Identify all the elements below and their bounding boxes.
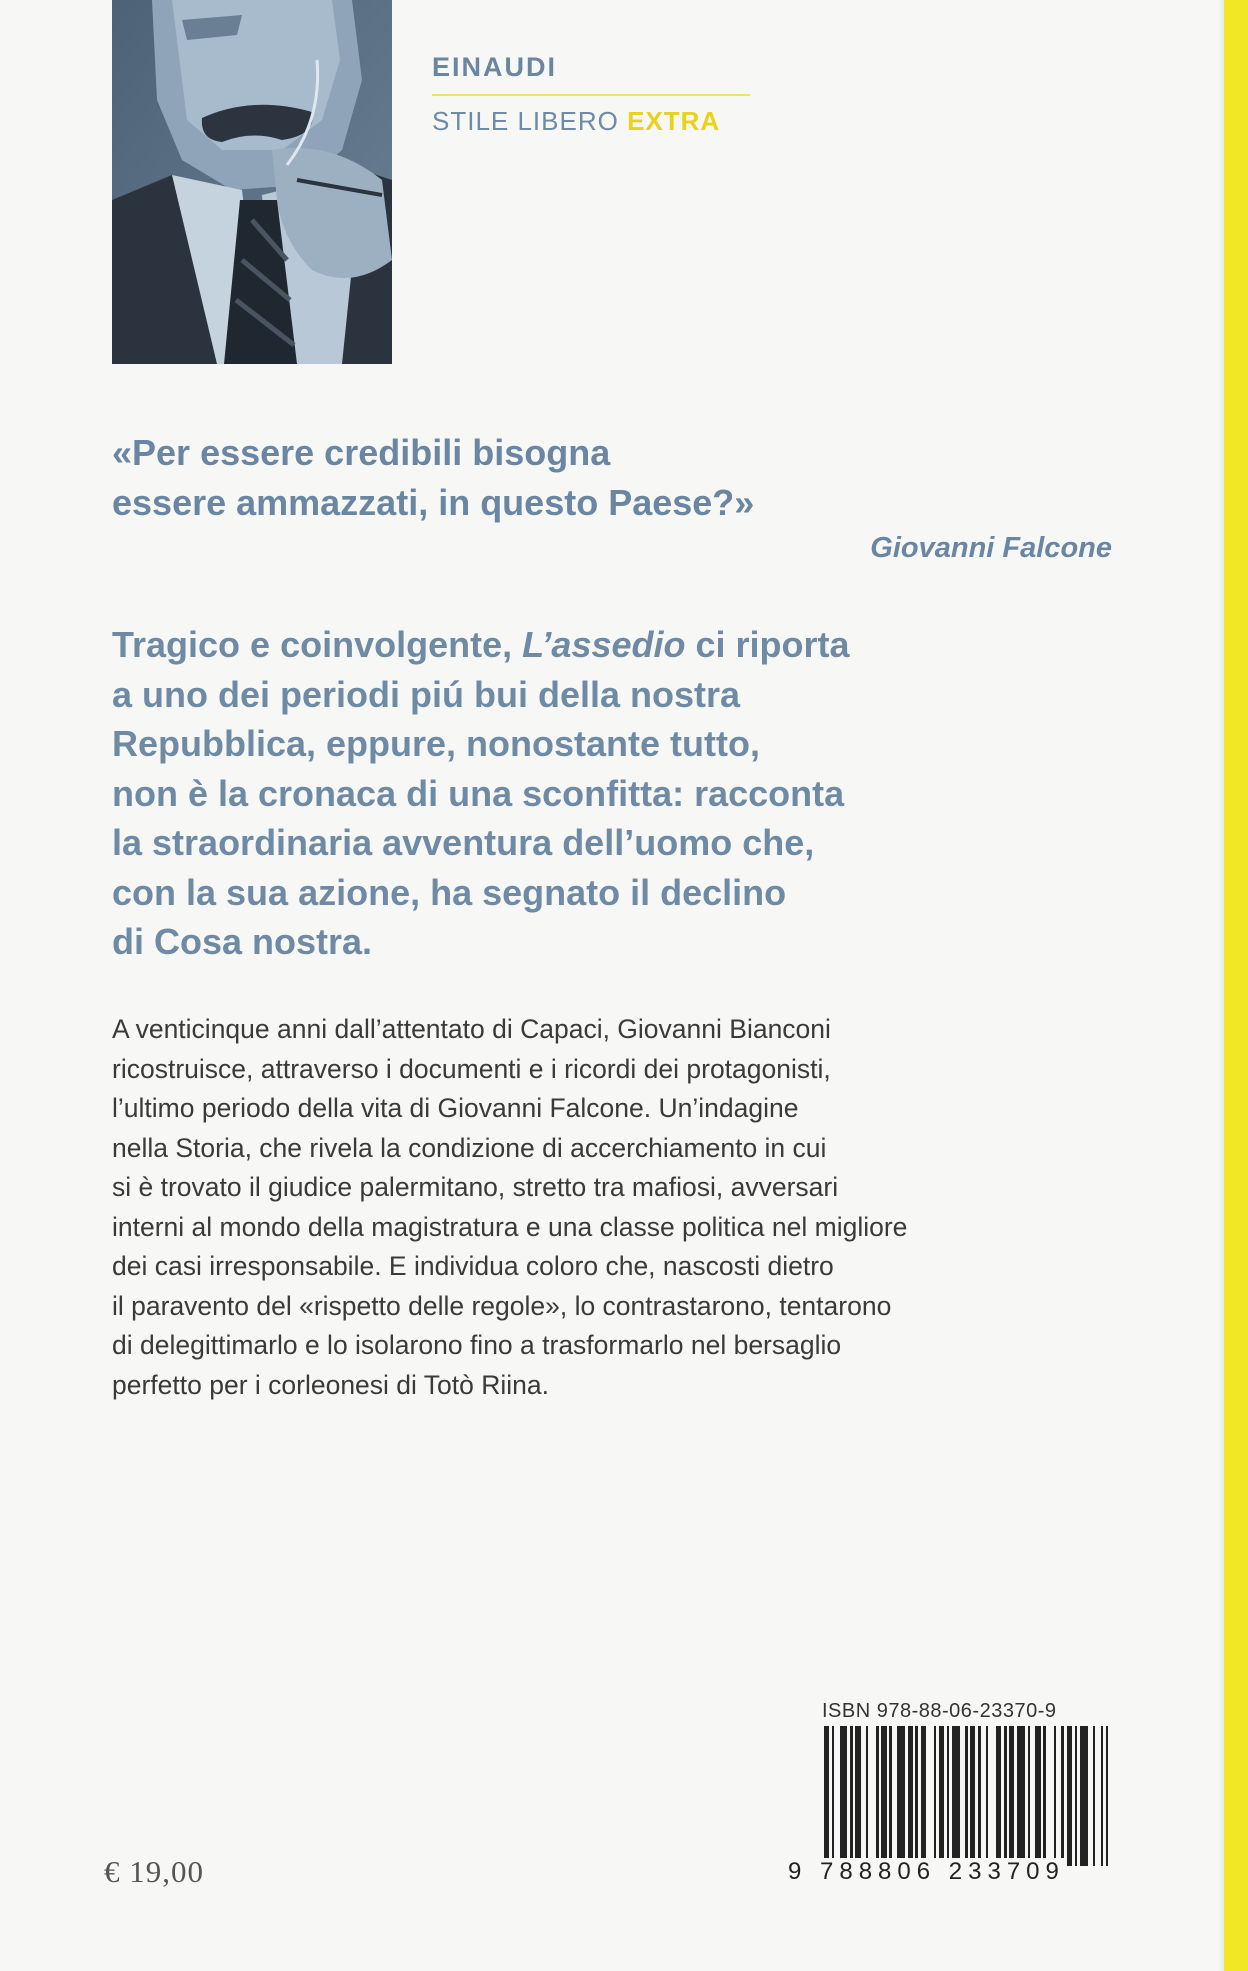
synopsis-line: si è trovato il giudice palermitano, stretto tra mafiosi, avversari [112,1172,839,1202]
portrait-image [112,0,392,364]
barcode-bar [897,1726,905,1866]
barcode-bar [1080,1726,1088,1866]
blurb-line: non è la cronaca di una sconfitta: racconta [112,772,845,814]
book-title: L’assedio [522,624,686,665]
barcode-bar [952,1726,960,1866]
epigraph-quote [112,428,1112,528]
barcode-bars [824,1726,1114,1866]
blurb-fragment: Tragico e coinvolgente, [112,624,523,665]
blurb-line: con la sua azione, ha segnato il declino [112,871,787,913]
series-main: STILE LIBERO [432,106,619,136]
author-photo [112,0,392,364]
synopsis-line: A venticinque anni dall’attentato di Capaci, Giovanni Bianconi [112,1014,831,1044]
barcode-gap [926,1726,934,1866]
synopsis-line: di delegittimarlo e lo isolarono fino a trasformarlo nel bersaglio [112,1330,842,1360]
barcode-digits: 9 788806 233709 [788,1858,1065,1885]
epigraph-line: «Per essere credibili bisogna [112,432,611,473]
barcode-gap [1108,1726,1113,1866]
blurb-line: la straordinaria avventura dell’uomo che, [112,822,815,863]
barcode-gap [868,1726,876,1866]
synopsis-line: nella Storia, che rivela la condizione di accerchiamento in cui [112,1132,827,1163]
synopsis-line: perfetto per i corleonesi di Totò Riina. [112,1369,550,1400]
barcode-gap [1046,1726,1054,1866]
blurb-line: a uno dei periodi piú bui della nostra [112,673,741,715]
barcode-bar [840,1726,848,1866]
series-accent: EXTRA [627,106,721,136]
publisher-divider [432,94,750,96]
synopsis-line: ricostruisce, attraverso i documenti e i ricordi dei protagonisti, [112,1053,831,1084]
blurb-fragment: ci riporta [685,624,850,665]
blurb-line [112,620,1112,670]
epigraph-line: essere ammazzati, in questo Paese?» [112,482,755,523]
series-name [432,106,750,136]
synopsis-line: interni al mondo della magistratura e una classe politica nel migliore [112,1211,908,1242]
synopsis-line: il paravento del «rispetto delle regole», lo contrastarono, tentarono [112,1290,892,1321]
blurb-line: di Cosa nostra. [112,921,373,962]
barcode-gap [988,1726,996,1866]
blurb-line: Repubblica, eppure, nonostante tutto, [112,723,760,764]
synopsis-text [112,1010,1112,1405]
barcode [788,1726,1118,1886]
publisher-name: EINAUDI [432,52,558,82]
synopsis-line: dei casi irresponsabile. E individua coloro che, nascosti dietro [112,1251,834,1281]
barcode-bar [1017,1726,1025,1866]
epigraph-attribution: Giovanni Falcone [870,532,1112,564]
yellow-spine-edge [1224,0,1248,1971]
publisher-block [432,52,750,136]
synopsis-line: l’ultimo periodo della vita di Giovanni Falcone. Un’indagine [112,1093,799,1123]
price-label: € 19,00 [104,1854,204,1889]
isbn-label: ISBN 978-88-06-23370-9 [822,1700,1057,1722]
blurb-text [112,620,1112,967]
